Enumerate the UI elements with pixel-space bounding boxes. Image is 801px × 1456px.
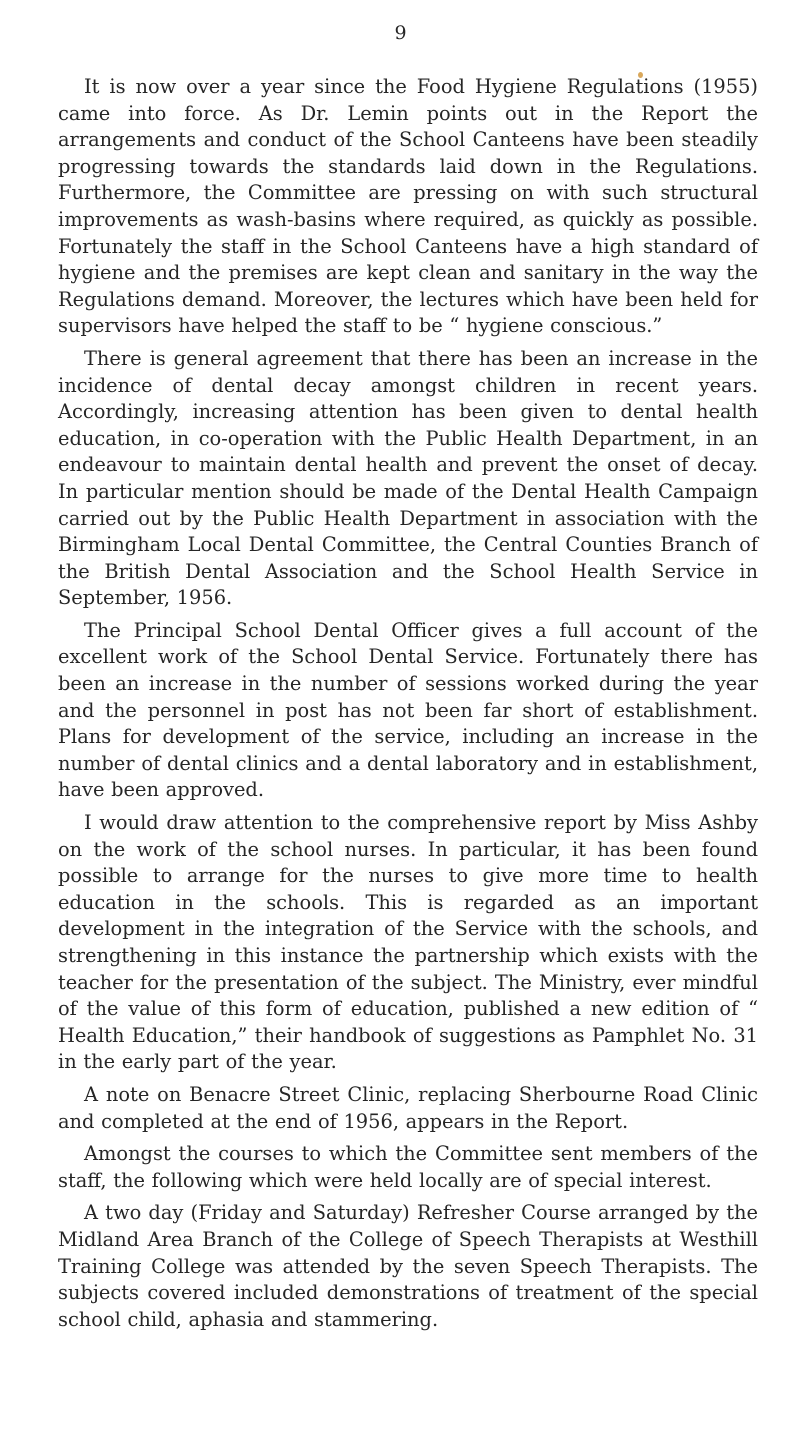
page-number: 9 xyxy=(394,22,407,44)
body-text xyxy=(58,74,758,1333)
paragraph-benacre-clinic: A note on Benacre Street Clinic, replacing Sherbourne Road Clinic and completed at the end of 1956, appears in the Report. xyxy=(58,1082,758,1133)
paragraph-courses: Amongst the courses to which the Committee sent members of the staff, the following which were held locally are of special interest. xyxy=(58,1142,758,1192)
paragraph-food-hygiene: It is now over a year since the Food Hygiene Regulations (1955) came into force. As Dr. Lemin points out in the Report the arrangements and conduct of the School Canteens have been steadily progressing towards the standards laid down in the Regulations. Furthermore, the Committee are pressing on with such structural improvements as wash-basins where required, as quickly as possible. Fortunately the staff in the School Canteens have a high standard of hygiene and the premises are kept clean and sanitary in the way the Regulations demand. Moreover, the lectures which have been held for supervisors have helped the staff to be “ hygiene conscious.” xyxy=(58,75,758,338)
paragraph-refresher-course: A two day (Friday and Saturday) Refresher Course arranged by the Midland Area Branch of the College of Speech Therapists at Westhill Training College was attended by the seven Speech Therapists. The subjects covered included demonstrations of treatment of the special school child, aphasia and stammering. xyxy=(58,1201,758,1331)
paragraph-dental-service: The Principal School Dental Officer gives a full account of the excellent work of the School Dental Service. Fortunately there has been an increase in the number of sessions worked during the year and the personnel in post has not been far short of establishment. Plans for development of the service, including an increase in the number of dental clinics and a dental laboratory and in establishment, have been approved. xyxy=(58,618,758,802)
paragraph-dental-decay: There is general agreement that there has been an increase in the incidence of dental decay amongst children in recent years. Accordingly, increasing attention has been given to dental health education, in co-operation with the Public Health Department, in an endeavour to maintain dental health and prevent the onset of decay. In particular mention should be made of the Dental Health Campaign carried out by the Public Health Department in association with the Birmingham Local Dental Committee, the Central Counties Branch of the British Dental Association and the School Health Service in September, 1956. xyxy=(58,346,758,610)
paragraph-school-nurses: I would draw attention to the comprehensive report by Miss Ashby on the work of the school nurses. In particular, it has been found possible to arrange for the nurses to give more time to health education in the schools. This is regarded as an important development in the integration of the Service with the schools, and strengthening in this instance the partnership which exists with the teacher for the presentation of the subject. The Ministry, ever mindful of the value of this form of education, published a new edition of “ Health Education,” their handbook of suggestions as Pamphlet No. 31 in the early part of the year. xyxy=(58,811,758,1074)
